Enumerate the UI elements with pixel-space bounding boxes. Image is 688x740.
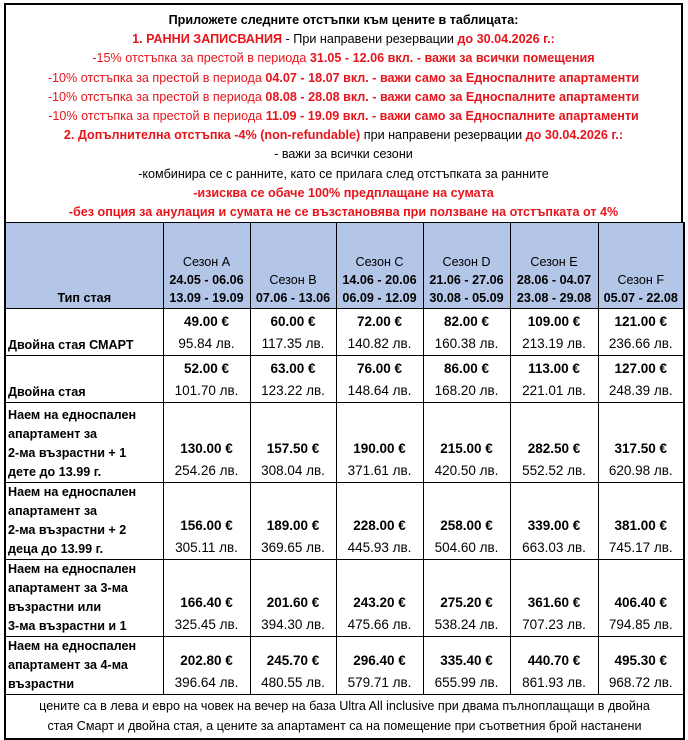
price-bgn: 538.24 лв. — [434, 617, 499, 632]
price-bgn: 140.82 лв. — [347, 336, 412, 351]
price-eur: 245.70 € — [266, 653, 320, 668]
season-header: Сезон F 05.07 - 22.08 — [598, 223, 684, 309]
price-bgn: 305.11 лв. — [175, 540, 238, 555]
price-eur: 72.00 € — [356, 314, 403, 329]
room-type-header: Тип стая — [5, 223, 163, 309]
price-cell — [598, 356, 684, 403]
table-row — [5, 403, 684, 483]
price-bgn: 394.30 лв. — [261, 617, 325, 632]
price-bgn: 325.45 лв. — [174, 617, 239, 632]
room-type-cell: Двойна стая СМАРТ — [5, 309, 163, 356]
price-cell — [163, 637, 250, 695]
price-eur: 258.00 € — [440, 518, 493, 533]
price-eur: 361.60 € — [527, 595, 581, 610]
price-bgn: 396.64 лв. — [174, 675, 239, 690]
early-booking-line: 1. РАННИ ЗАПИСВАНИЯ - При направени резервации до 30.04.2026 г.: — [132, 32, 555, 47]
price-table — [4, 222, 685, 740]
price-bgn: 655.99 лв. — [434, 675, 499, 690]
price-eur: 63.00 € — [270, 361, 316, 376]
price-cell — [163, 403, 250, 483]
warning-line: -изисква се обаче 100% предплащане на сумата — [193, 185, 494, 200]
additional-discount-line: 2. Допълнителна отстъпка -4% (non-refundable) при направени резервации до 30.04.2026 г.: — [63, 128, 624, 143]
notes-title: Приложете следните отстъпки към цените в таблицата: — [168, 13, 519, 27]
price-cell — [250, 403, 336, 483]
price-cell — [598, 560, 684, 637]
table-row — [5, 560, 684, 637]
price-eur: 202.80 € — [180, 653, 233, 668]
price-eur: 275.20 € — [440, 595, 493, 610]
price-bgn: 552.52 лв. — [522, 463, 586, 478]
price-cell — [423, 309, 510, 356]
season-header: Сезон B 07.06 - 13.06 — [250, 223, 336, 309]
price-eur: 157.50 € — [266, 441, 320, 456]
price-eur: 121.00 € — [614, 314, 668, 329]
footer-row — [5, 695, 684, 740]
price-bgn: 480.55 лв. — [261, 675, 325, 690]
price-cell — [163, 356, 250, 403]
price-bgn: 117.35 лв. — [261, 336, 325, 351]
price-bgn: 213.19 лв. — [522, 336, 586, 351]
price-bgn: 248.39 лв. — [608, 383, 673, 398]
price-cell — [163, 560, 250, 637]
price-cell — [510, 483, 598, 560]
discount-line: -10% отстъпка за престой в периода 11.09 - 19.09 вкл. - важи само за Едноспалните апартаменти — [48, 108, 639, 123]
price-eur: 243.20 € — [353, 595, 406, 610]
price-eur: 296.40 € — [353, 653, 406, 668]
price-bgn: 861.93 лв. — [522, 675, 586, 690]
room-type-cell: Наем на едноспален апартамент за 3-ма възрастни или 3-ма възрастни и 1 — [5, 560, 163, 637]
discount-notes — [4, 3, 683, 222]
room-type-cell: Наем на едноспален апартамент за 2-ма възрастни + 1 дете до 13.99 г. — [5, 403, 163, 483]
price-bgn: 663.03 лв. — [522, 540, 586, 555]
price-cell — [423, 560, 510, 637]
price-cell — [336, 356, 423, 403]
price-eur: 52.00 € — [183, 361, 230, 376]
price-eur: 189.00 € — [266, 518, 320, 533]
price-bgn: 745.17 лв. — [608, 540, 673, 555]
condition-line: - важи за всички сезони — [274, 147, 413, 162]
price-bgn: 620.98 лв. — [608, 463, 673, 478]
price-eur: 201.60 € — [266, 595, 320, 610]
room-type-cell: Наем на едноспален апартамент за 2-ма възрастни + 2 деца до 13.99 г. — [5, 483, 163, 560]
price-bgn: 308.04 лв. — [261, 463, 325, 478]
price-cell — [598, 309, 684, 356]
discount-line: -10% отстъпка за престой в периода 08.08 - 28.08 вкл. - важи само за Едноспалните апартаменти — [47, 89, 640, 104]
price-bgn: 95.84 лв. — [178, 336, 235, 351]
price-eur: 335.40 € — [440, 653, 493, 668]
season-header: Сезон C 14.06 - 20.06 06.09 - 12.09 — [336, 223, 423, 309]
price-cell — [423, 637, 510, 695]
price-bgn: 794.85 лв. — [608, 617, 673, 632]
price-eur: 282.50 € — [527, 441, 581, 456]
price-cell — [336, 637, 423, 695]
price-eur: 440.70 € — [527, 653, 581, 668]
price-sheet — [4, 3, 683, 740]
price-cell — [163, 309, 250, 356]
price-eur: 406.40 € — [614, 595, 668, 610]
price-cell — [250, 356, 336, 403]
price-eur: 109.00 € — [527, 314, 581, 329]
price-bgn: 968.72 лв. — [608, 675, 673, 690]
price-bgn: 371.61 лв. — [347, 463, 412, 478]
price-eur: 127.00 € — [614, 361, 668, 376]
header-row — [5, 223, 684, 309]
pricing-footnote: цените са в лева и евро на човек на вечер на база Ultra All inclusive при двама пълноплащащи в двойна стая Смарт и двойна стая, а цените за апартамент са на помещение при съответния брой настанени — [5, 695, 684, 740]
price-bgn: 475.66 лв. — [347, 617, 412, 632]
discount-line: -15% отстъпка за престой в периода 31.05 - 12.06 вкл. - важи за всички помещения — [92, 51, 595, 66]
room-type-cell: Двойна стая — [5, 356, 163, 403]
price-bgn: 148.64 лв. — [347, 383, 412, 398]
room-type-cell: Наем на едноспален апартамент за 4-ма възрастни — [5, 637, 163, 695]
price-eur: 166.40 € — [180, 595, 233, 610]
price-cell — [423, 403, 510, 483]
price-eur: 317.50 € — [614, 441, 668, 456]
price-cell — [250, 309, 336, 356]
price-eur: 190.00 € — [353, 441, 406, 456]
price-bgn: 579.71 лв. — [347, 675, 412, 690]
price-eur: 339.00 € — [527, 518, 581, 533]
price-cell — [250, 560, 336, 637]
price-eur: 86.00 € — [443, 361, 490, 376]
price-eur: 60.00 € — [270, 314, 316, 329]
price-bgn: 420.50 лв. — [434, 463, 499, 478]
price-cell — [598, 483, 684, 560]
table-row — [5, 356, 684, 403]
price-cell — [250, 637, 336, 695]
discount-line: -10% отстъпка за престой в периода 04.07 - 18.07 вкл. - важи само за Едноспалните апартаменти — [47, 70, 640, 85]
price-cell — [598, 403, 684, 483]
price-bgn: 123.22 лв. — [261, 383, 325, 398]
price-bgn: 101.70 лв. — [174, 383, 239, 398]
price-cell — [510, 560, 598, 637]
price-bgn: 369.65 лв. — [261, 540, 325, 555]
price-eur: 113.00 € — [528, 361, 580, 376]
price-eur: 49.00 € — [183, 314, 230, 329]
price-cell — [163, 483, 250, 560]
season-header: Сезон A 24.05 - 06.06 13.09 - 19.09 — [163, 223, 250, 309]
price-cell — [336, 403, 423, 483]
price-cell — [598, 637, 684, 695]
price-eur: 130.00 € — [180, 441, 233, 456]
price-bgn: 160.38 лв. — [434, 336, 499, 351]
table-row — [5, 309, 684, 356]
price-cell — [336, 309, 423, 356]
price-bgn: 707.23 лв. — [522, 617, 586, 632]
price-cell — [510, 309, 598, 356]
season-header: Сезон E 28.06 - 04.07 23.08 - 29.08 — [510, 223, 598, 309]
price-bgn: 504.60 лв. — [434, 540, 499, 555]
price-cell — [336, 560, 423, 637]
price-eur: 215.00 € — [440, 441, 493, 456]
table-row — [5, 483, 684, 560]
price-cell — [423, 483, 510, 560]
price-eur: 381.00 € — [614, 518, 668, 533]
season-header: Сезон D 21.06 - 27.06 30.08 - 05.09 — [423, 223, 510, 309]
price-eur: 156.00 € — [180, 518, 233, 533]
table-row — [5, 637, 684, 695]
price-cell — [510, 356, 598, 403]
price-eur: 76.00 € — [356, 361, 403, 376]
price-bgn: 254.26 лв. — [174, 463, 239, 478]
price-cell — [510, 403, 598, 483]
price-eur: 228.00 € — [353, 518, 406, 533]
price-cell — [510, 637, 598, 695]
condition-line: -комбинира се с ранните, като се прилага след отстъпката за ранните — [138, 166, 549, 181]
price-eur: 495.30 € — [614, 653, 668, 668]
price-eur: 82.00 € — [443, 314, 490, 329]
price-cell — [336, 483, 423, 560]
warning-line: -без опция за анулация и сумата не се възстановява при ползване на отстъпката от 4% — [68, 204, 619, 219]
price-bgn: 236.66 лв. — [608, 336, 673, 351]
price-cell — [250, 483, 336, 560]
price-bgn: 445.93 лв. — [347, 540, 412, 555]
price-bgn: 168.20 лв. — [434, 383, 499, 398]
price-bgn: 221.01 лв. — [522, 383, 586, 398]
price-cell — [423, 356, 510, 403]
